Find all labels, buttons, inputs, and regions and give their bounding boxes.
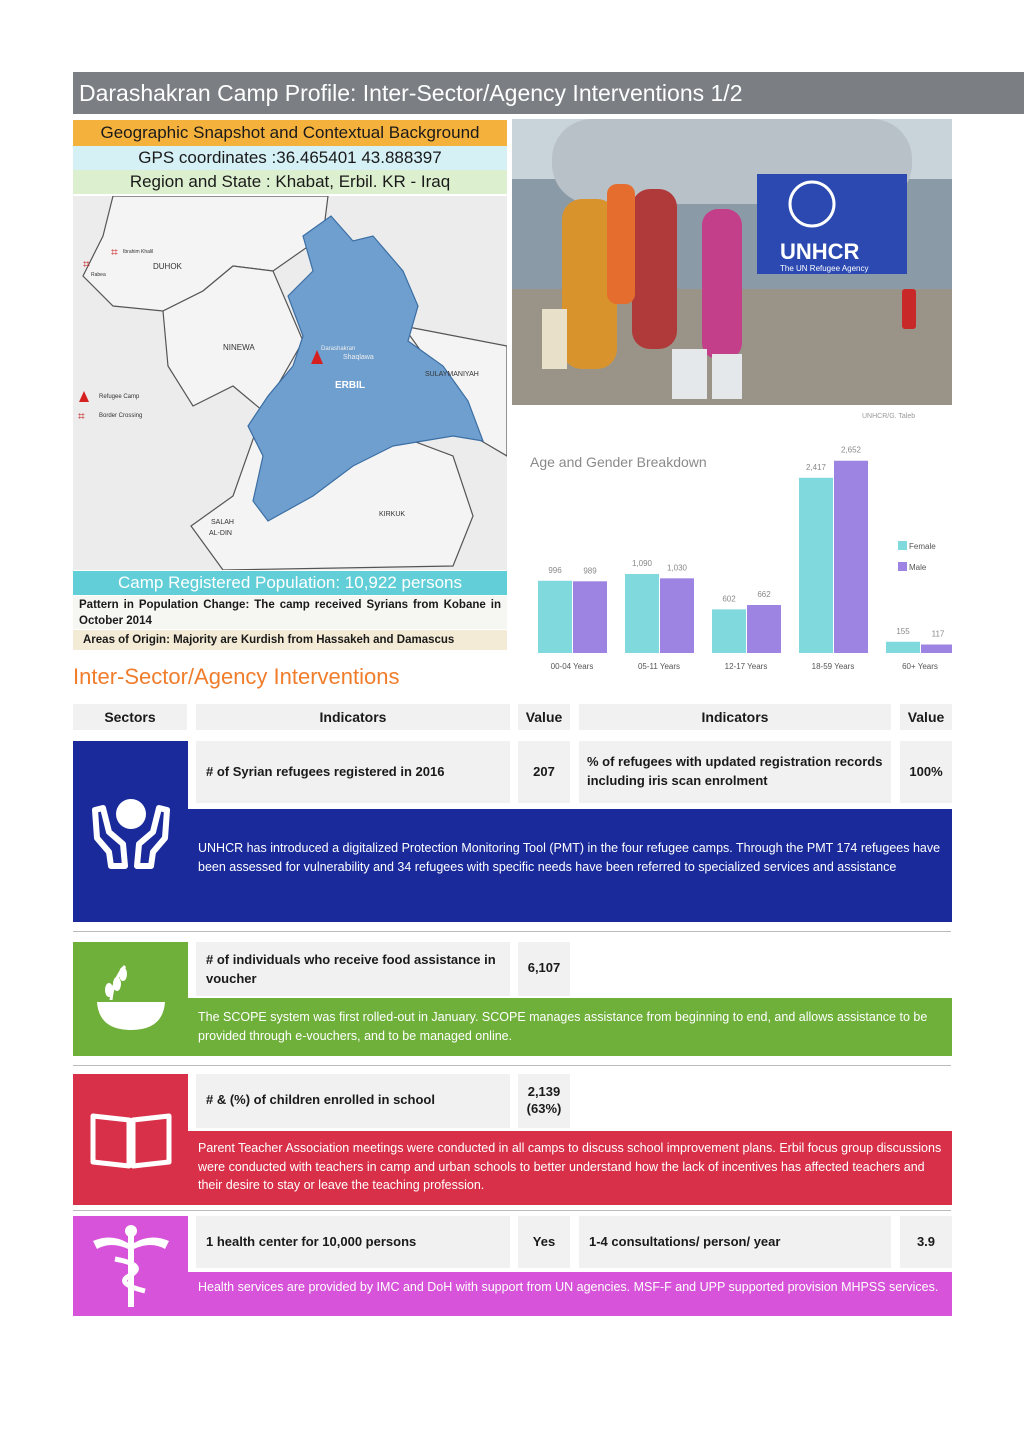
legend-label-male: Male [909, 563, 927, 572]
data-label-female-4: 155 [896, 626, 910, 636]
map-label-aldin: AL-DIN [209, 530, 232, 537]
education-description: Parent Teacher Association meetings were conducted in all camps to discuss school improvement plans. Erbil focus group discussions were conducted with teachers in camp and urban schools to better understand how the lack of incentives has affected teachers and their desire to stay or leave the teaching profession. [188, 1131, 952, 1205]
open-book-icon [89, 1110, 173, 1170]
protection-indicator-1: # of Syrian refugees registered in 2016 [196, 741, 510, 803]
bar-female-2 [712, 609, 746, 653]
map-label-duhok: DUHOK [153, 262, 182, 271]
divider [73, 1065, 951, 1066]
sector-protection [73, 741, 188, 922]
education-value-1 [518, 1074, 570, 1128]
bar-female-3 [799, 478, 833, 653]
data-label-female-3: 2,417 [805, 462, 827, 472]
legend-swatch-male [898, 562, 907, 571]
population-pattern: Pattern in Population Change: The camp received Syrians from Kobane in October 2014 [73, 596, 507, 629]
map-label-salah: SALAH [211, 519, 234, 526]
education-value-count: 2,139 [527, 1084, 561, 1099]
health-indicator-1: 1 health center for 10,000 persons [196, 1216, 510, 1268]
protection-value-2: 100% [900, 741, 952, 803]
camp-photo [512, 119, 952, 405]
category-label-4: 60+ Years [902, 662, 938, 671]
legend-crossing-icon: ⌗ [78, 409, 85, 423]
legend-swatch-female [898, 541, 907, 550]
education-indicator-1: # & (%) of children enrolled in school [196, 1074, 510, 1128]
svg-text:⌗: ⌗ [111, 245, 118, 259]
sector-education [73, 1074, 188, 1205]
map-label-sulaymaniyah: SULAYMANIYAH [425, 371, 479, 378]
category-label-3: 18-59 Years [811, 662, 855, 671]
interventions-title: Inter-Sector/Agency Interventions [73, 664, 400, 689]
health-value-1: Yes [518, 1216, 570, 1268]
map-label-camp: Darashakran [321, 346, 356, 352]
page-title: Darashakran Camp Profile: Inter-Sector/Agency Interventions 1/2 [73, 72, 1024, 114]
header-value-1: Value [518, 704, 570, 730]
food-value-1: 6,107 [518, 942, 570, 996]
bar-male-3 [834, 461, 868, 653]
health-description: Health services are provided by IMC and DoH with support from UN agencies. MSF-F and UPP supported provision MHPSS services. [188, 1272, 952, 1316]
health-value-2: 3.9 [900, 1216, 952, 1268]
header-indicators-2: Indicators [579, 704, 891, 730]
protection-value-1: 207 [518, 741, 570, 803]
bar-male-2 [747, 605, 781, 653]
protection-indicator-2: % of refugees with updated registration records including iris scan enrolment [579, 741, 891, 803]
photo-banner-text: UNHCR [780, 239, 860, 264]
photo-credit: UNHCR/G. Taleb [862, 413, 916, 420]
header-value-2: Value [900, 704, 952, 730]
food-indicator-1: # of individuals who receive food assistance in voucher [196, 942, 510, 996]
protection-description: UNHCR has introduced a digitalized Protection Monitoring Tool (PMT) in the four refugee camps. Through the PMT 174 refugees have been assessed for vulnerability and 34 refugees with specific needs have been referred to specialized services and assistance [188, 809, 952, 922]
food-description: The SCOPE system was first rolled-out in January. SCOPE manages assistance from beginning to end, and allows assistance to be provided through e-vouchers, and to be managed online. [188, 998, 952, 1056]
region-state: Region and State : Khabat, Erbil. KR - Iraq [73, 170, 507, 194]
map-label-kirkuk: KIRKUK [379, 511, 406, 518]
data-label-male-2: 662 [757, 590, 771, 600]
data-label-male-4: 117 [931, 629, 945, 639]
data-label-female-1: 1,090 [631, 558, 653, 568]
svg-text:⌗: ⌗ [83, 257, 90, 271]
region-map [73, 196, 507, 570]
data-label-female-2: 602 [722, 594, 736, 604]
bar-female-4 [886, 642, 920, 653]
map-label-crossing-1: Ibrahim Khalil [123, 249, 154, 255]
category-label-2: 12-17 Years [724, 662, 768, 671]
data-label-male-0: 989 [583, 566, 597, 576]
sector-food [73, 942, 188, 1056]
legend-crossing-label: Border Crossing [99, 413, 143, 419]
photo-banner-sub: The UN Refugee Agency [780, 264, 869, 273]
data-label-female-0: 996 [548, 565, 562, 575]
bar-male-4 [921, 645, 952, 653]
map-label-shaqlawa: Shaqlawa [343, 354, 374, 361]
bar-male-1 [660, 578, 694, 653]
map-label-erbil: ERBIL [335, 380, 365, 391]
category-label-0: 00-04 Years [550, 662, 594, 671]
gps-coordinates: GPS coordinates :36.465401 43.888397 [73, 146, 507, 170]
divider [73, 1210, 951, 1211]
bar-female-0 [538, 581, 572, 653]
header-sectors: Sectors [73, 704, 187, 730]
sector-health [73, 1216, 188, 1316]
chart-title: Age and Gender Breakdown [530, 454, 707, 470]
map-label-ninewa: NINEWA [223, 343, 255, 352]
header-indicators-1: Indicators [196, 704, 510, 730]
education-value-percent: (63%) [526, 1101, 562, 1116]
snapshot-header: Geographic Snapshot and Contextual Background [73, 120, 507, 146]
map-label-crossing-2: Rabea [91, 272, 106, 278]
data-label-male-1: 1,030 [666, 563, 688, 573]
hands-person-icon [89, 792, 173, 872]
bar-male-0 [573, 581, 607, 653]
bar-female-1 [625, 574, 659, 653]
category-label-1: 05-11 Years [637, 662, 681, 671]
caduceus-icon [91, 1223, 171, 1309]
areas-of-origin: Areas of Origin: Majority are Kurdish from Hassakeh and Damascus [73, 630, 507, 650]
legend-label-female: Female [909, 542, 936, 551]
health-indicator-2: 1-4 consultations/ person/ year [579, 1216, 891, 1268]
age-gender-chart [512, 425, 952, 675]
data-label-male-3: 2,652 [840, 445, 862, 455]
population-headline: Camp Registered Population: 10,922 persons [73, 571, 507, 595]
wheat-bowl-icon [91, 964, 171, 1034]
legend-camp-label: Refugee Camp [99, 394, 140, 400]
divider [73, 931, 951, 932]
